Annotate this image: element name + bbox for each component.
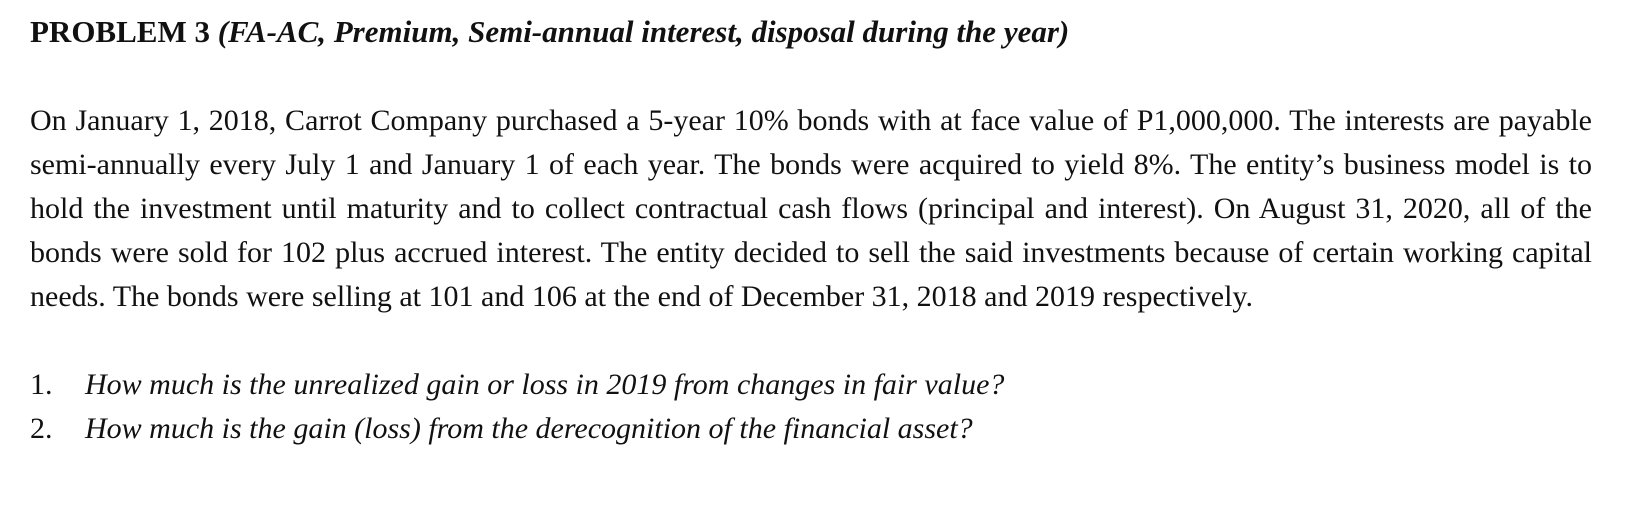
problem-paragraph: On January 1, 2018, Carrot Company purchased a 5-year 10% bonds with at face value of P1,000,000. The interests are payable semi-annually every July 1 and January 1 of each year. The bonds were acquired to yield 8%. The entity’s business model is to hold the investment until maturity and to collect contractual cash flows (principal and interest). On August 31, 2020, all of the bonds were sold for 102 plus accrued interest. The entity decided to sell the said investments because of certain working capital needs. The bonds were selling at 101 and 106 at the end of December 31, 2018 and 2019 respectively. — [30, 104, 1592, 313]
problem-label: PROBLEM 3 — [30, 14, 210, 49]
question-item — [30, 363, 1592, 407]
question-item — [30, 407, 1592, 451]
question-number: 1. — [30, 368, 53, 401]
question-text: How much is the gain (loss) from the derecognition of the financial asset? — [85, 412, 973, 445]
problem-heading — [30, 10, 1592, 54]
document-page — [30, 10, 1592, 451]
question-text: How much is the unrealized gain or loss in 2019 from changes in fair value? — [85, 368, 1005, 401]
question-number: 2. — [30, 412, 53, 445]
question-list — [30, 363, 1592, 451]
problem-subtitle: (FA-AC, Premium, Semi-annual interest, disposal during the year) — [217, 14, 1070, 49]
